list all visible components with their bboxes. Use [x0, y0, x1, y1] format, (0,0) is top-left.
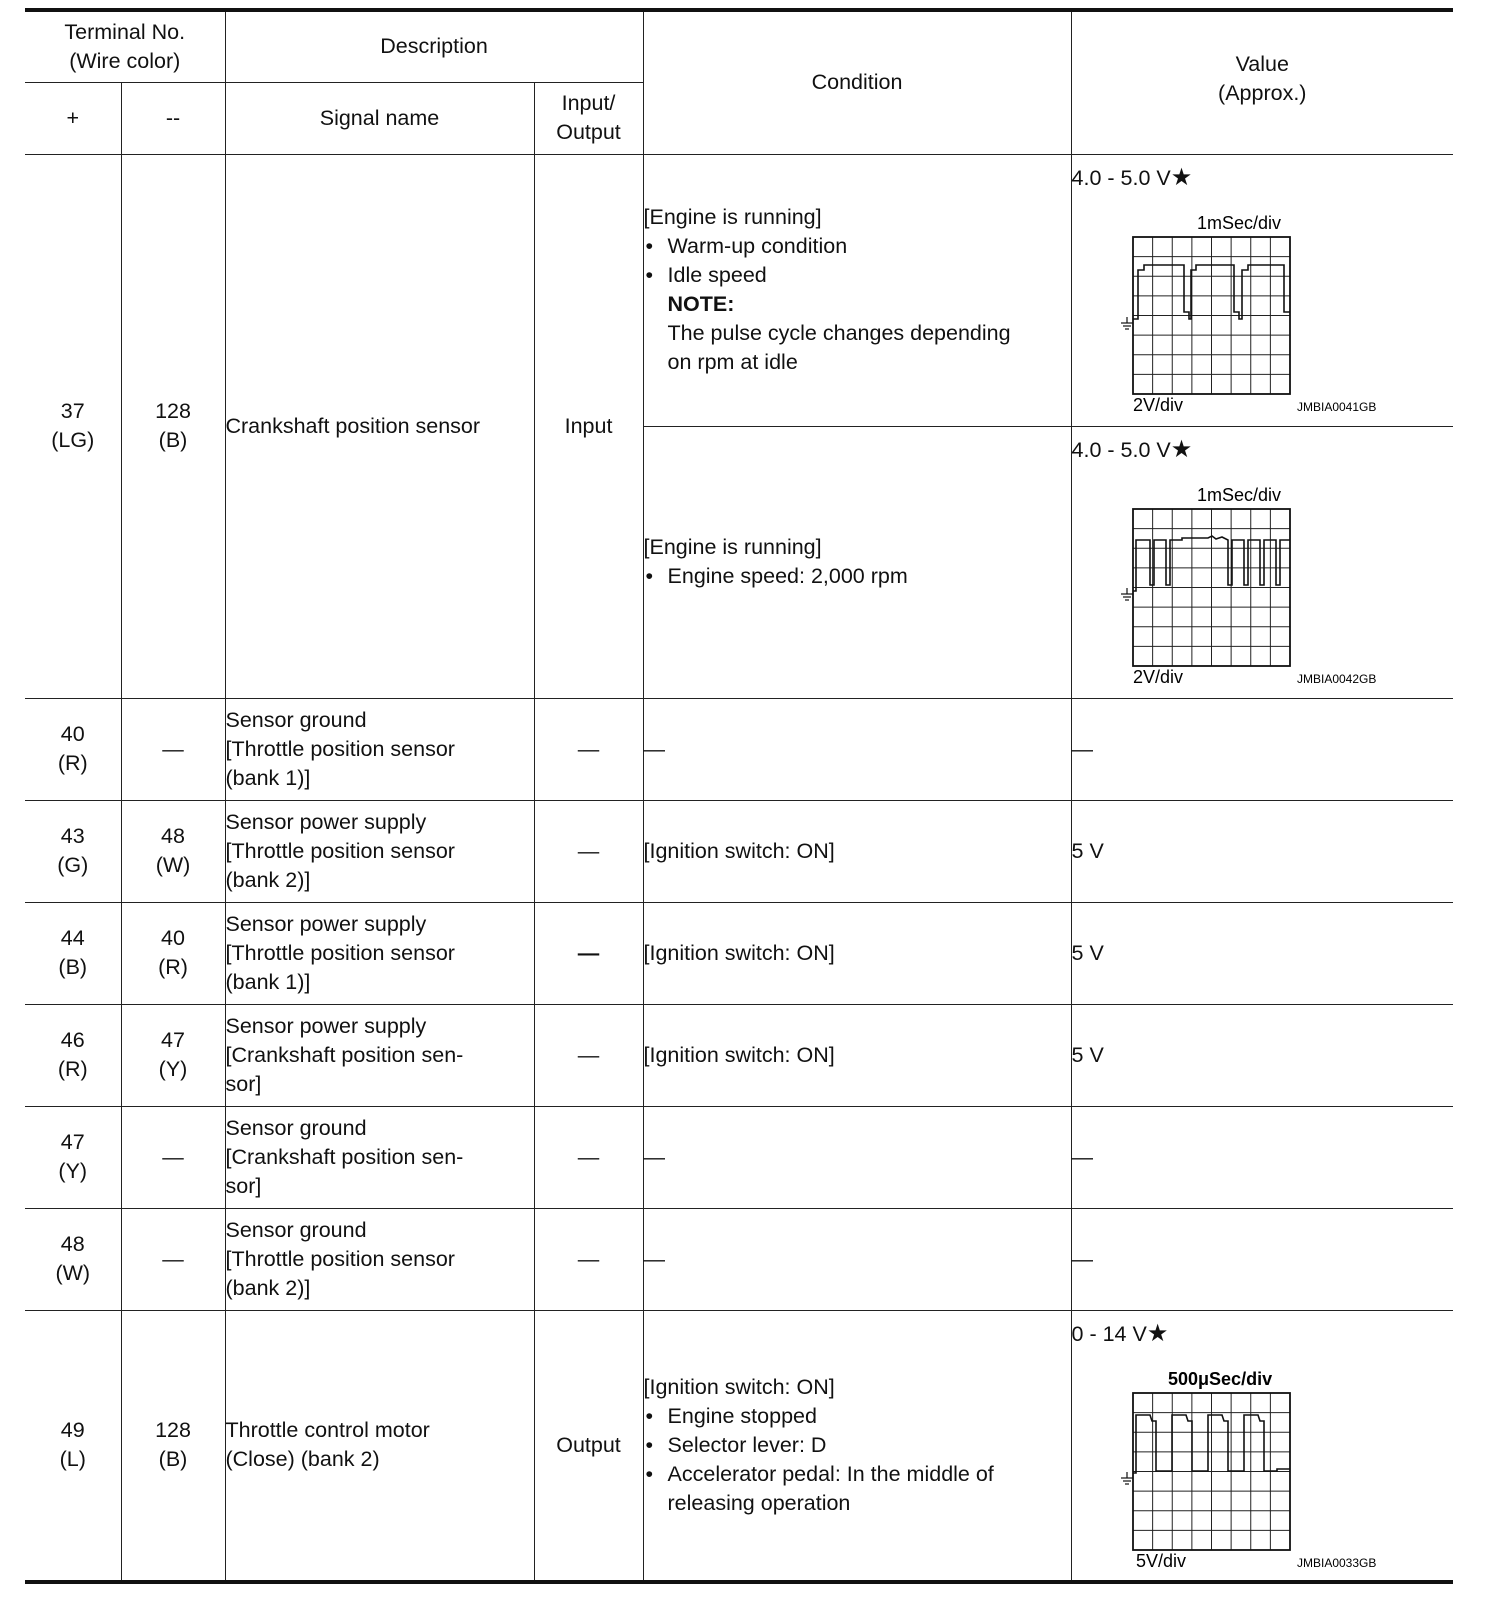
value-cell: 5 V [1071, 902, 1453, 1004]
terminal-plus: 37 (LG) [25, 154, 121, 698]
table-row [25, 1106, 1453, 1208]
terminal-plus: 44 (B) [25, 902, 121, 1004]
header-condition: Condition [643, 10, 1071, 154]
terminal-plus: 47 (Y) [25, 1106, 121, 1208]
ground-symbol-icon [1121, 317, 1133, 329]
signal-name: Sensor ground [Throttle position sensor (bank 1)] [225, 698, 534, 800]
value-cell: — [1071, 1208, 1453, 1310]
header-input-output: Input/ Output [534, 82, 643, 154]
svg-text:1mSec/div: 1mSec/div [1196, 212, 1281, 233]
table-row [25, 800, 1453, 902]
input-output: — [534, 800, 643, 902]
table-row [25, 1310, 1453, 1582]
input-output: — [534, 698, 643, 800]
terminal-minus: — [121, 1208, 225, 1310]
value-cell: — [1071, 1106, 1453, 1208]
value-cell [1071, 426, 1453, 698]
terminal-minus: 40 (R) [121, 902, 225, 1004]
svg-text:5V/div: 5V/div [1135, 1550, 1186, 1571]
terminal-plus: 46 (R) [25, 1004, 121, 1106]
scope-grid [1133, 509, 1290, 666]
terminal-minus: 47 (Y) [121, 1004, 225, 1106]
value-voltage: 4.0 - 5.0 V★ [1071, 435, 1193, 463]
signal-name: Sensor power supply [Throttle position sensor (bank 1)] [225, 902, 534, 1004]
svg-text:500μSec/div: 500μSec/div [1167, 1368, 1272, 1389]
ground-symbol-icon [1121, 1472, 1133, 1484]
terminal-spec-table [25, 8, 1453, 1584]
condition-cell: [Ignition switch: ON] • Engine stopped • Selector lever: D • Accelerator pedal: In the middle of releasing operation [643, 1310, 1071, 1582]
table-row [25, 1004, 1453, 1106]
terminal-plus: 49 (L) [25, 1310, 121, 1582]
input-output: Input [534, 154, 643, 698]
svg-text:JMBIA0041GB: JMBIA0041GB [1296, 399, 1376, 414]
signal-name: Throttle control motor (Close) (bank 2) [225, 1310, 534, 1582]
input-output: — [534, 1106, 643, 1208]
input-output: — [534, 902, 643, 1004]
oscilloscope-waveform [1072, 195, 1402, 415]
condition-cell: — [643, 1106, 1071, 1208]
scope-grid [1133, 237, 1290, 394]
svg-text:1mSec/div: 1mSec/div [1196, 484, 1281, 505]
header-description: Description [225, 10, 643, 82]
condition-cell: — [643, 1208, 1071, 1310]
oscilloscope-waveform [1072, 1351, 1402, 1571]
condition-cell: [Ignition switch: ON] [643, 800, 1071, 902]
value-cell: 5 V [1071, 1004, 1453, 1106]
signal-name: Sensor ground [Crankshaft position sen- sor] [225, 1106, 534, 1208]
input-output: — [534, 1004, 643, 1106]
header-minus: -- [121, 82, 225, 154]
terminal-minus: — [121, 698, 225, 800]
value-cell: 5 V [1071, 800, 1453, 902]
table-row [25, 698, 1453, 800]
svg-text:JMBIA0042GB: JMBIA0042GB [1296, 671, 1376, 686]
condition-cell: [Ignition switch: ON] [643, 902, 1071, 1004]
oscilloscope-waveform [1072, 467, 1402, 687]
svg-text:JMBIA0033GB: JMBIA0033GB [1296, 1555, 1376, 1570]
header-plus: + [25, 82, 121, 154]
input-output: — [534, 1208, 643, 1310]
signal-name: Sensor ground [Throttle position sensor (bank 2)] [225, 1208, 534, 1310]
table-row [25, 154, 1453, 426]
value-cell [1071, 1310, 1453, 1582]
svg-text:2V/div: 2V/div [1132, 394, 1183, 415]
header-signal-name: Signal name [225, 82, 534, 154]
terminal-minus: 48 (W) [121, 800, 225, 902]
input-output: Output [534, 1310, 643, 1582]
condition-cell: [Engine is running] • Engine speed: 2,000 rpm [643, 426, 1071, 698]
terminal-minus: 128 (B) [121, 1310, 225, 1582]
terminal-plus: 48 (W) [25, 1208, 121, 1310]
terminal-plus: 40 (R) [25, 698, 121, 800]
condition-cell: [Ignition switch: ON] [643, 1004, 1071, 1106]
svg-text:2V/div: 2V/div [1132, 666, 1183, 687]
condition-cell: — [643, 698, 1071, 800]
value-voltage: 0 - 14 V★ [1071, 1319, 1169, 1347]
value-cell [1071, 154, 1453, 426]
signal-name: Sensor power supply [Throttle position sensor (bank 2)] [225, 800, 534, 902]
table-row [25, 1208, 1453, 1310]
value-cell: — [1071, 698, 1453, 800]
terminal-minus: 128 (B) [121, 154, 225, 698]
terminal-plus: 43 (G) [25, 800, 121, 902]
value-voltage: 4.0 - 5.0 V★ [1071, 163, 1193, 191]
table-row [25, 902, 1453, 1004]
header-value: Value (Approx.) [1071, 10, 1453, 154]
signal-name: Sensor power supply [Crankshaft position sen- sor] [225, 1004, 534, 1106]
header-terminal-no: Terminal No. (Wire color) [25, 10, 225, 82]
condition-cell: [Engine is running] • Warm-up condition • Idle speed NOTE: The pulse cycle changes depending on rpm at idle [643, 154, 1071, 426]
ground-symbol-icon [1121, 588, 1133, 600]
terminal-minus: — [121, 1106, 225, 1208]
signal-name: Crankshaft position sensor [225, 154, 534, 698]
